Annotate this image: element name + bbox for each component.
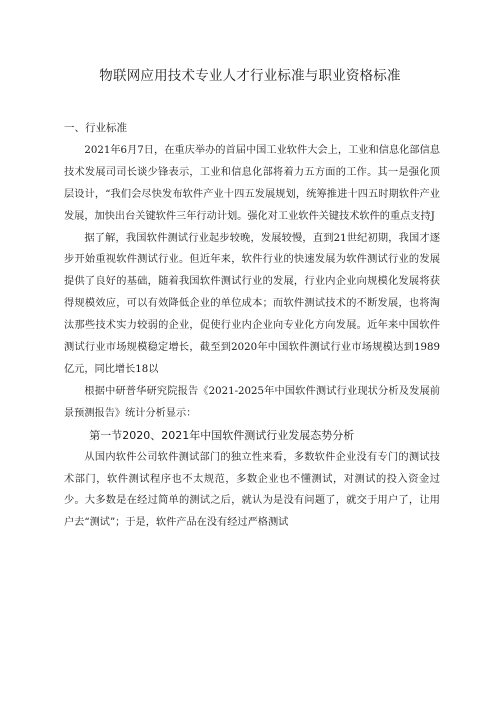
paragraph-report-reference: 根据中研普华研究院报告《2021-2025年中国软件测试行业现状分析及发展前景预测报告》统计分析显示：	[64, 385, 440, 419]
subsection-heading: 第一节2020、2021年中国软件测试行业发展态势分析	[89, 428, 355, 442]
document-title: 物联网应用技术专业人才行业标准与职业资格标准	[99, 68, 401, 84]
section-heading-industry-standards: 一、行业标准	[64, 122, 127, 134]
paragraph-conference: 2021年6月7日，在重庆举办的首届中国工业软件大会上，工业和信息化部信息技术发展司司长谈少锋表示，工业和信息化部将着力五方面的工作。其一是强化顶层设计，“我们会尽快发布软件产业十四五发展规划，统筹推进十四五时期软件产业发展，加快出台关键软件三年行动计划。强化对工业软件关键技术软件的重点支持J	[64, 144, 440, 222]
paragraph-testing-industry: 据了解，我国软件测试行业起步较晚，发展较慢，直到21世纪初期，我国才逐步开始重视软件测试行业。但近年来，软件行业的快速发展为软件测试行业的发展提供了良好的基础，随着我国软件测试行业的发展，行业内企业向规模化发展将获得规模效应，可以有效降低企业的单位成本；而软件测试技术的不断发展，也将淘汰那些技术实力较弱的企业，促使行业内企业向专业化方向发展。近年来中国软件测试行业市场规模稳定增长，截至到2020年中国软件测试行业市场规模达到1989亿元，同比增长18以	[64, 232, 440, 375]
paragraph-domestic-testing: 从国内软件公司软件测试部门的独立性来看，多数软件企业没有专门的测试技术部门，软件测试程序也不太规范，多数企业也不懂测试，对测试的投入资金过少。大多数是在经过简单的测试之后，就认为是没有问题了，就交于用户了，让用户去“测试”；于是，软件产品在没有经过严格测试	[64, 451, 440, 529]
document-body	[64, 118, 440, 534]
